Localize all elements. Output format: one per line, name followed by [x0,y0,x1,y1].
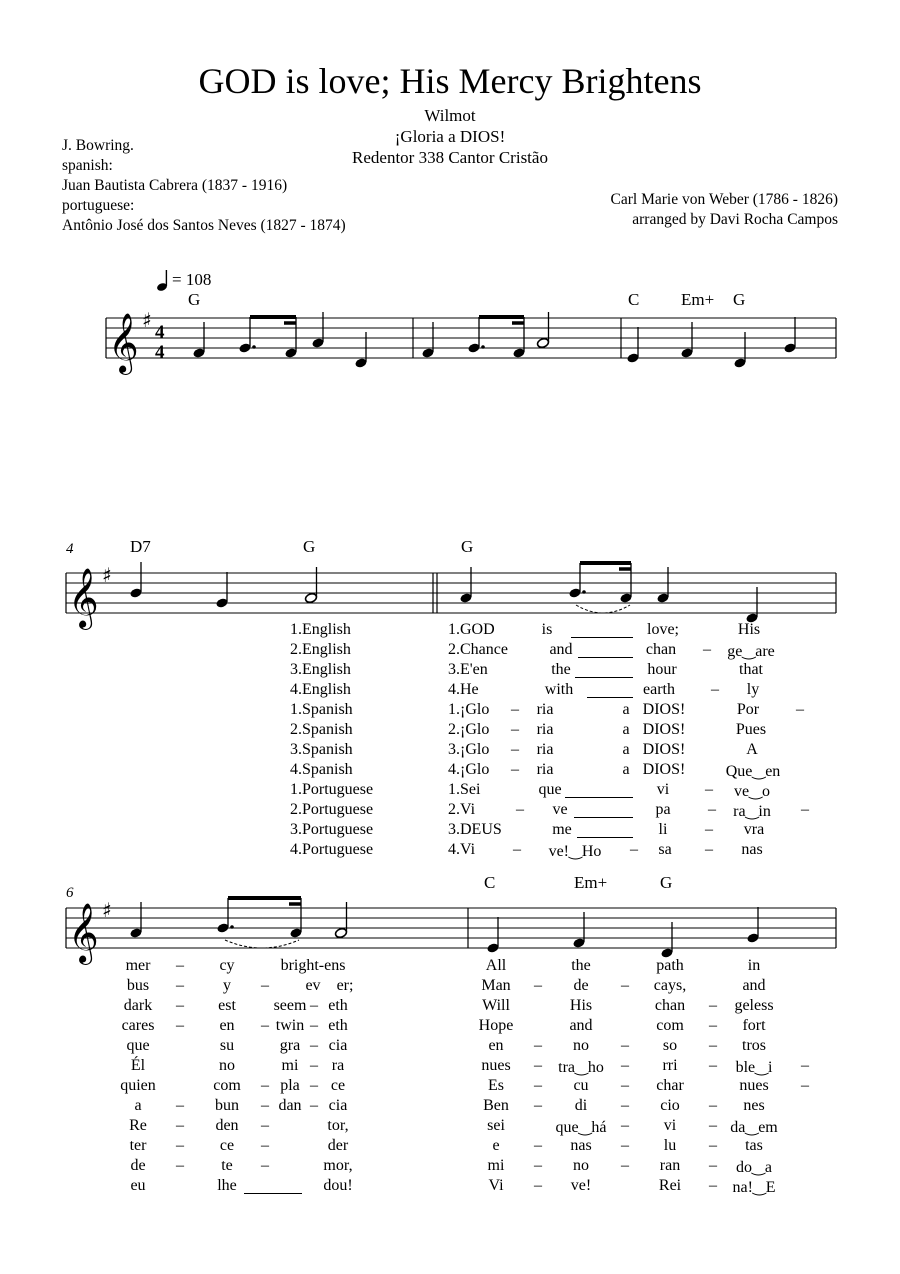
lyric-extender [571,637,633,638]
verse-label: 4.English [290,681,351,698]
verse-label: 2.English [290,641,351,658]
lyric-syllable: nes [743,1097,765,1114]
lyric-syllable: 2.Vi [448,801,476,818]
lyric-syllable: fort [742,1017,766,1034]
lyric-syllable: cia [328,1097,348,1114]
lyric-syllable: Es [488,1077,504,1094]
tempo-mark: = 108 [172,270,212,289]
lyric-hyphen: – [621,1037,629,1054]
lyric-syllable: eu [130,1177,146,1194]
lyric-syllable: di [574,1097,588,1114]
lyric-syllable: tor, [327,1117,349,1134]
lyric-syllable: do‿a [736,1159,772,1176]
lyric-syllable: que [538,781,562,798]
composer-line: arranged by Davi Rocha Campos [632,211,838,228]
lyric-syllable: path [656,957,684,974]
lyric-hyphen: – [801,1057,809,1074]
measure-number: 6 [66,885,74,901]
lyric-hyphen: – [513,841,521,858]
lyric-syllable: Re [129,1117,147,1134]
chord-symbol: C [484,873,496,892]
lyric-syllable: com [656,1017,684,1034]
lyric-hyphen: – [534,1097,542,1114]
lyric-syllable: ge‿are [727,643,775,660]
lyric-syllable: DIOS! [642,741,686,758]
subtitle-spanish: ¡Gloria a DIOS! [394,127,506,146]
lyric-syllable: vi [663,1117,677,1134]
lyric-hyphen: – [621,977,629,994]
lyric-hyphen: – [534,1177,542,1194]
lyric-syllable: ve! [570,1177,592,1194]
lyricist-line: portuguese: [62,197,135,214]
sharp-icon: ♯ [142,308,152,332]
lyric-extender [578,657,633,658]
lyric-syllable: 1.GOD [448,621,495,638]
lyric-extender [587,697,633,698]
svg-text:4: 4 [155,322,165,343]
lyric-syllable: pa [655,801,671,818]
lyric-syllable: sei [487,1117,505,1134]
lyric-syllable: chan [645,641,677,658]
lyric-syllable: a [134,1097,142,1114]
lyric-syllable: a [622,761,630,778]
treble-clef-icon: 𝄞 [68,568,99,628]
sharp-icon: ♯ [102,898,112,922]
lyric-syllable: and [569,1017,593,1034]
lyric-syllable: and [549,641,573,658]
lyric-syllable: cia [328,1037,348,1054]
lyric-syllable: All [485,957,507,974]
chord-symbol: G [660,873,673,892]
lyric-hyphen: – [709,1057,717,1074]
lyric-hyphen: – [261,1017,269,1034]
lyric-syllable: His [737,621,761,638]
lyric-syllable: cares [121,1017,155,1034]
lyric-hyphen: – [310,997,318,1014]
lyric-syllable: li [658,821,668,838]
lyric-syllable: 2.¡Glo [448,721,490,738]
lyric-syllable: Por [736,701,760,718]
lyric-syllable: cy [219,957,235,974]
lyric-hyphen: – [621,1077,629,1094]
slur [576,605,630,613]
lyric-hyphen: – [621,1157,629,1174]
lyric-syllable: ria [536,701,554,718]
lyric-hyphen: – [310,1097,318,1114]
lyric-syllable: ly [746,681,760,698]
lyric-syllable: is [541,621,553,638]
lyric-syllable: that [739,661,763,678]
lyric-syllable: hour [647,661,677,678]
lyric-syllable: cu [573,1077,589,1094]
lyric-syllable: pla [280,1077,300,1094]
lyric-hyphen: – [534,1037,542,1054]
lyric-syllable: 2.Chance [448,641,508,658]
verse-label: 2.Spanish [290,721,353,738]
lyric-syllable: bun [215,1097,239,1114]
lyric-hyphen: – [176,997,184,1014]
score-title: GOD is love; His Mercy Brightens [198,61,702,101]
lyric-syllable: eth [328,997,348,1014]
lyric-syllable: the [551,661,571,678]
lyric-extender [565,797,633,798]
lyric-syllable: A [746,741,758,758]
lyric-hyphen: – [511,721,519,738]
chord-symbol: D7 [130,537,151,556]
lyric-syllable: tra‿ho [558,1059,604,1076]
lyric-syllable: en [219,1017,235,1034]
chord-symbol: C [628,290,640,309]
lyric-syllable: nas [570,1137,592,1154]
lyric-hyphen: – [176,1157,184,1174]
lyric-syllable: lhe [217,1177,237,1194]
lyric-hyphen: – [534,1077,542,1094]
lyric-hyphen: – [709,1157,717,1174]
lyric-syllable: quien [120,1077,156,1094]
lyric-syllable: with [544,681,574,698]
lyric-hyphen: – [310,1077,318,1094]
lyric-syllable: vi [656,781,670,798]
lyric-syllable: ra‿in [733,803,771,820]
lyric-hyphen: – [516,801,524,818]
lyric-hyphen: – [176,1117,184,1134]
verse-label: 3.English [290,661,351,678]
lyric-hyphen: – [703,641,711,658]
lyric-syllable: chan [654,997,686,1014]
lyric-syllable: ran [659,1157,681,1174]
staff-system-1 [0,300,900,390]
sharp-icon: ♯ [102,563,112,587]
lyricist-credits [62,136,346,236]
lyric-hyphen: – [261,977,269,994]
lyric-syllable: a [622,701,630,718]
chord-symbol: G [733,290,746,309]
lyric-syllable: a [622,721,630,738]
lyric-syllable: mor, [323,1157,353,1174]
lyric-hyphen: – [310,1037,318,1054]
measure-number: 4 [66,541,74,557]
quarter-note-icon [156,268,172,292]
lyric-syllable: gra [279,1037,301,1054]
lyric-syllable: ria [536,721,554,738]
lyric-hyphen: – [310,1057,318,1074]
lyric-syllable: en [488,1037,504,1054]
lyric-syllable: Pues [735,721,767,738]
lyric-syllable: nas [741,841,763,858]
lyric-syllable: His [569,997,593,1014]
lyric-syllable: 4.He [448,681,479,698]
lyric-syllable: ria [536,761,554,778]
lyric-extender [577,837,633,838]
lyric-syllable: de [573,977,589,994]
lyric-hyphen: – [709,1037,717,1054]
lyric-syllable: cio [660,1097,680,1114]
lyric-syllable: de [130,1157,146,1174]
lyric-syllable: bright-ens [280,957,346,974]
lyric-syllable: 3.E'en [448,661,488,678]
lyric-syllable: love; [647,621,679,638]
lyric-hyphen: – [796,701,804,718]
lyric-syllable: seem [273,997,307,1014]
lyric-syllable: no [573,1037,589,1054]
verse-label: 1.Portuguese [290,781,374,798]
lyric-hyphen: – [176,1137,184,1154]
lyric-hyphen: – [511,741,519,758]
lyric-hyphen: – [534,1157,542,1174]
lyric-syllable: ter [129,1137,147,1154]
lyric-syllable: 4.Vi [448,841,476,858]
lyric-syllable: Que‿en [725,763,781,780]
verse-label: 1.English [290,621,351,638]
composer-credits [611,190,838,230]
verse-label: 3.Spanish [290,741,353,758]
lyric-hyphen: – [534,1057,542,1074]
slur [225,940,299,948]
chord-symbol: Em+ [574,873,608,892]
lyric-syllable: tas [745,1137,763,1154]
lyric-syllable: me [552,821,572,838]
lyric-syllable: Hope [478,1017,514,1034]
lyric-hyphen: – [176,1017,184,1034]
lyric-syllable: ra [331,1057,345,1074]
lyric-syllable: 1.Sei [448,781,481,798]
lyric-syllable: sa [658,841,672,858]
lyric-hyphen: – [261,1097,269,1114]
lyric-hyphen: – [621,1137,629,1154]
lyric-hyphen: – [534,977,542,994]
chord-symbol: G [303,537,316,556]
subtitle-hymnals: Redentor 338 Cantor Cristão [352,148,548,167]
verse-label: 4.Spanish [290,761,353,778]
lyric-syllable: dark [123,997,153,1014]
lyricist-line: J. Bowring. [62,137,134,154]
lyric-hyphen: – [709,1017,717,1034]
lyric-syllable: DIOS! [642,721,686,738]
lyric-hyphen: – [621,1057,629,1074]
lyric-syllable: rri [662,1057,678,1074]
lyric-syllable: er; [336,977,354,994]
lyric-extender [574,817,633,818]
lyric-syllable: and [742,977,766,994]
lyric-hyphen: – [708,801,716,818]
lyric-hyphen: – [709,1117,717,1134]
lyric-hyphen: – [176,957,184,974]
lyric-syllable: Man [481,977,511,994]
lyric-hyphen: – [801,1077,809,1094]
lyric-syllable: na!‿E [732,1179,776,1196]
lyric-syllable: nues [481,1057,511,1074]
composer-line: Carl Marie von Weber (1786 - 1826) [610,191,838,208]
subtitle-tune: Wilmot [424,106,476,125]
lyric-hyphen: – [261,1157,269,1174]
lyric-syllable: in [747,957,761,974]
lyric-hyphen: – [261,1077,269,1094]
lyricist-line: Juan Bautista Cabrera (1837 - 1916) [62,177,288,194]
lyric-hyphen: – [261,1117,269,1134]
lyric-syllable: 1.¡Glo [448,701,490,718]
lyric-hyphen: – [511,761,519,778]
lyric-syllable: a [622,741,630,758]
lyric-hyphen: – [709,1177,717,1194]
lyric-hyphen: – [261,1137,269,1154]
lyric-syllable: 4.¡Glo [448,761,490,778]
chord-symbol: G [188,290,201,309]
lyricist-line: Antônio José dos Santos Neves (1827 - 1874) [62,217,346,234]
treble-clef-icon: 𝄞 [108,313,139,373]
lyric-syllable: ble‿i [735,1059,773,1076]
lyric-syllable: e [492,1137,500,1154]
lyric-syllable: den [215,1117,239,1134]
lyric-hyphen: – [511,701,519,718]
lyric-syllable: char [656,1077,684,1094]
lyric-syllable: que [126,1037,150,1054]
lyric-hyphen: – [176,977,184,994]
lyric-syllable: est [218,997,236,1014]
lyric-syllable: com [213,1077,241,1094]
lyric-extender [575,677,633,678]
lyric-syllable: da‿em [730,1119,778,1136]
lyric-syllable: ve [552,801,568,818]
lyric-hyphen: – [310,1017,318,1034]
lyric-syllable: dou! [323,1177,353,1194]
treble-clef-icon: 𝄞 [68,903,99,963]
lyric-syllable: su [219,1037,235,1054]
verse-label: 1.Spanish [290,701,353,718]
lyric-syllable: 3.DEUS [448,821,502,838]
lyric-syllable: cays, [653,977,687,994]
lyric-hyphen: – [709,997,717,1014]
lyric-syllable: so [662,1037,678,1054]
lyric-syllable: te [221,1157,233,1174]
chord-symbol: Em+ [681,290,715,309]
lyric-hyphen: – [176,1097,184,1114]
lyric-syllable: que‿há [555,1119,607,1136]
lyric-syllable: Ben [483,1097,509,1114]
lyric-syllable: ce [330,1077,346,1094]
lyric-hyphen: – [705,821,713,838]
lyric-hyphen: – [709,1137,717,1154]
lyric-syllable: no [219,1057,235,1074]
lyric-syllable: ve!‿Ho [548,843,602,860]
verse-label: 2.Portuguese [290,801,374,818]
lyric-hyphen: – [801,801,809,818]
verse-label: 3.Portuguese [290,821,374,838]
lyric-syllable: 3.¡Glo [448,741,490,758]
lyric-syllable: vra [743,821,765,838]
lyric-syllable: eth [328,1017,348,1034]
lyric-hyphen: – [705,841,713,858]
lyric-syllable: mi [487,1157,505,1174]
lyric-syllable: ev [305,977,321,994]
lyric-syllable: Él [130,1057,146,1074]
lyric-syllable: ve‿o [734,783,770,800]
lyric-extender [244,1193,302,1194]
lyric-hyphen: – [621,1097,629,1114]
lyric-hyphen: – [705,781,713,798]
lyric-syllable: DIOS! [642,701,686,718]
lyric-syllable: ce [219,1137,235,1154]
lyric-syllable: geless [734,997,774,1014]
verse-label: 4.Portuguese [290,841,374,858]
lyric-syllable: bus [126,977,150,994]
lyric-hyphen: – [711,681,719,698]
lyric-syllable: Will [482,997,510,1014]
lyric-hyphen: – [630,841,638,858]
lyric-syllable: twin [275,1017,305,1034]
lyric-syllable: Vi [488,1177,504,1194]
lyric-syllable: lu [663,1137,677,1154]
lyric-syllable: mer [125,957,151,974]
lyric-hyphen: – [621,1117,629,1134]
lyric-syllable: mi [281,1057,299,1074]
lyric-syllable: earth [643,681,675,698]
lyric-syllable: the [571,957,591,974]
lyricist-line: spanish: [62,157,113,174]
svg-text:4: 4 [155,342,165,363]
chord-symbol: G [461,537,474,556]
lyric-syllable: der [327,1137,349,1154]
lyric-syllable: tros [742,1037,766,1054]
lyric-syllable: nues [739,1077,769,1094]
lyric-syllable: y [223,977,231,994]
lyric-hyphen: – [709,1097,717,1114]
lyric-hyphen: – [534,1137,542,1154]
lyric-syllable: DIOS! [642,761,686,778]
lyric-syllable: dan [278,1097,302,1114]
lyric-syllable: no [573,1157,589,1174]
lyric-syllable: ria [536,741,554,758]
lyric-syllable: Rei [658,1177,682,1194]
